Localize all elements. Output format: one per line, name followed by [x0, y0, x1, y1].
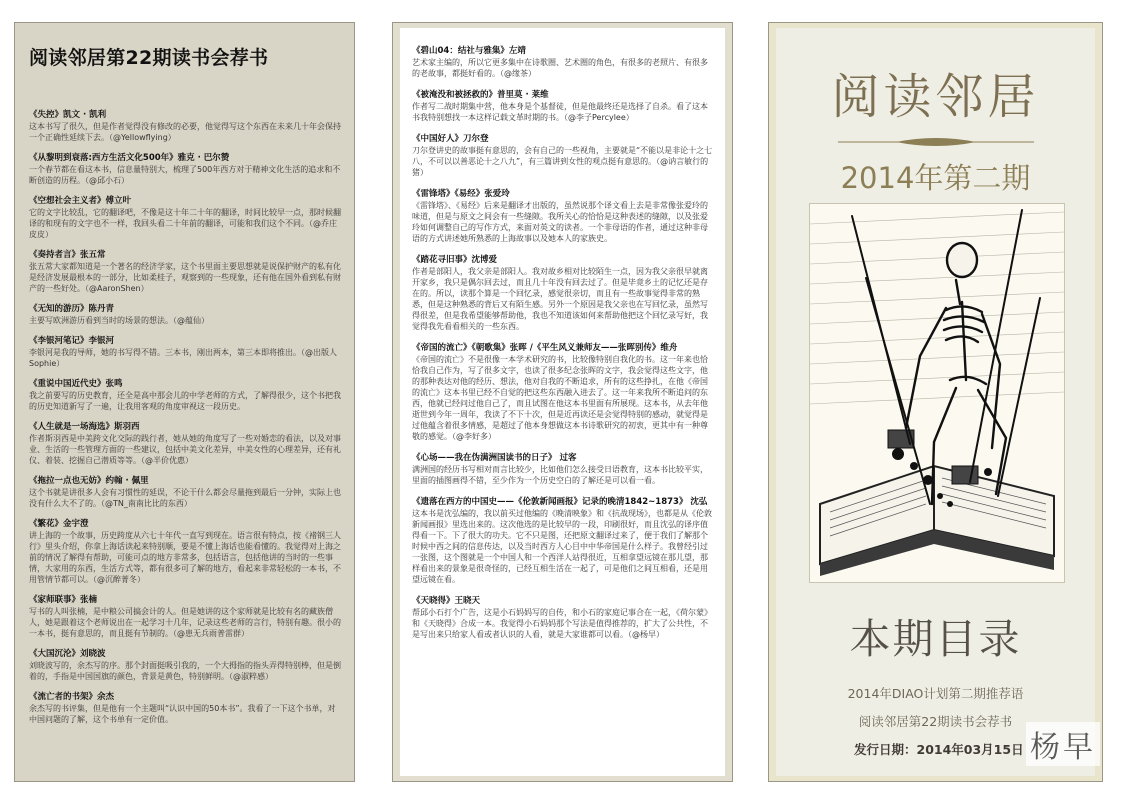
book-entry-body: 帮邱小石打个广告，这是小石妈妈写的自传，和小石的家庭记事合在一起，《荷尔蒙》和《天晓得》合成一本。我觉得小石妈妈那个写法是值得推荐的，扩大了公共性，不是写出来只给家人看或者认识的人看，就是大家谁都可以看。（@杨早） [412, 608, 712, 639]
ornament-divider [838, 136, 1034, 148]
book-entry-title: 《李银河笔记》李银河 [29, 336, 115, 346]
book-entry-title: 《大国沉沦》刘晓波 [29, 649, 106, 659]
book-entry-body: 写书的人叫张楠，是中粮公司搞会计的人。但是她讲的这个家师就是比较有名的藏族僧人，她是跟着这个老师说出在一起学习十几年，记录这些老师的言行，特别有趣。很小的一本书，挺有意思的，而且挺有节制的。（@患无兵雨普雷群） [29, 607, 341, 638]
book-entry [412, 134, 715, 178]
book-entry-body: 满洲国的经历书写相对而言比较少，比如他们怎么接受日语教育，这本书比较平实，里面的插图画得不错，至少作为一个历史空白的了解还是可以看一看。 [412, 465, 708, 485]
skeleton-illustration [809, 203, 1065, 583]
book-entry-title: 《繁花》金宇澄 [29, 519, 89, 529]
book-entry [412, 189, 715, 244]
book-entry-title: 《人生就是一场海选》斯羽西 [29, 422, 140, 432]
book-entry [412, 46, 715, 79]
book-entry-body: 它的文字比较乱，它的翻译吧，不像是这十年二十年的翻译，时间比较早一点，那时候翻译的和现有的文字也不一样，我回头看二十年前的翻译，可能和我们这个不同。（@乔庄皮皮） [29, 208, 341, 239]
book-entry-title: 《天晓得》王晓天 [412, 596, 481, 606]
book-entry-title: 《心场——我在伪满洲国读书的日子》 过客 [412, 453, 577, 463]
book-entry-title: 《重说中国近代史》张鸣 [29, 379, 123, 389]
book-entry-body: 一个春节都在看这本书，信息量特别大，梳理了500年西方对于精神文化生活的追求和不断创造的历程。（@邱小石） [29, 165, 341, 185]
book-entry-title: 《被淹没和被拯救的》普里莫 · 莱维 [412, 90, 549, 100]
book-entry [412, 343, 715, 442]
middle-page [392, 22, 733, 782]
book-entry [29, 476, 342, 509]
book-entry [29, 649, 342, 682]
book-entry-body: 作者写二战时期集中营，他本身是个基督徒，但是他最终还是选择了自杀。看了这本书我特别想找一本这样记载文革时期的书。（@李子Percylee） [412, 102, 708, 122]
book-entry-body: 张五常大家都知道是一个著名的经济学家，这个书里面主要思想就是说保护财产的私有化是经济发展最根本的一部分，比如柔桂子，观察到的一些现象，还有他在国外看到私有财产的一些好处。（@AaronShen） [29, 262, 341, 293]
book-entry [29, 304, 342, 326]
book-entry [412, 453, 715, 486]
book-entry-body: 讲上海的一个故事，历史跨度从六七十年代一直写到现在。语言很有特点，按《褚钢三人行》里头介绍，你拿上海话读起来特别顺，要是不懂上海话也能看懂的。我觉得对上海之前的情况了解得有帮助，可能可点的地方非常多，包括语言，包括他讲的当时的一些事情，大家用的东西，生活方式等，都有很多可了解的地方，看起来非常轻松的一本书，不用管情节都可以。（@沉醉菁冬） [29, 531, 341, 584]
book-entry-body: 作者斯羽西是中美跨文化交际的践行者，她从她的角度写了一些对婚恋的看法，以及对事业、生活的一些管理方面的一些建议，包括中美文化差异，中美女性的心理差异，还有礼仪、着装、挖掘自己潜质等等。（@半价优惠） [29, 434, 341, 465]
brand-title: 阅读邻居 [831, 69, 1040, 125]
book-entry-body: 《雷锋塔》、《易经》后来是翻译才出版的，虽然说那个译文看上去是非常像张爱玲的味道，但是与原文之间会有一些缝隙。我所关心的恰恰是这种表述的缝隙，以及张爱玲如何调整自己的写作方式，来面对英文的读者。一个非母语的作者，通过这种非母语的方式讲述她所熟悉的上海故事以及她本人的家族史。 [412, 201, 708, 243]
book-entry-title: 《踏花寻旧事》沈博爱 [412, 255, 498, 265]
book-entry-title: 《雷锋塔》《易经》张爱玲 [412, 189, 510, 199]
book-entry [29, 336, 342, 369]
book-entry-title: 《中国好人》刀尔登 [412, 134, 489, 144]
subtitle-plan: 2014年DIAO计划第二期推荐语 [847, 686, 1024, 701]
book-entry [29, 379, 342, 412]
skeleton-drawing [810, 204, 1064, 582]
book-entry-body: 余杰写的书评集，但是他有一个主题叫“认识中国的50本书”。我看了一下这个书单，对中国问题的了解，这个书单有一定价值。 [29, 704, 336, 724]
book-entry [29, 110, 342, 143]
book-entry-body: 李银河是我的导师，她的书写得不错。三本书，刚出两本，第三本即将推出。（@出版人Sophie） [29, 348, 337, 368]
book-entry [29, 250, 342, 294]
cover-content [776, 28, 1095, 776]
left-page [14, 22, 355, 782]
book-entry-title: 《帝国的流亡》《朝歌集》张晖 /《平生风义兼师友——张晖别传》维舟 [412, 343, 678, 353]
book-entry [412, 596, 715, 640]
book-entry [29, 153, 342, 186]
book-entry [29, 422, 342, 466]
book-entry-body: 这本书是沈弘编的，我以前买过他编的《晚清映象》和《抗战现场》，也都是从《伦敦新闻画报》里选出来的。这次他选的是比较早的一段，印刷很好，而且沈弘的译序值得看一下。下了很大的功夫。它不只是图，还把原文翻译过来了，便于我们了解那个时候中西之间的信息传达，以及当时西方人心目中中华帝国是什么样子。我曾经引过一张图，这个图就是一个中国人和一个西洋人站得很近，互相拿望远镜在那儿望，那样看出来的景象是很奇怪的，已经互相生活在一起了，可是他们之间互相看，还是用望远镜在看。 [412, 509, 712, 584]
book-entry-body: 主要写欧洲游历看到当时的场景的想法。（@蕴仙） [29, 316, 209, 325]
book-entry [29, 595, 342, 639]
book-entry-title: 《碧山04：结社与雅集》左靖 [412, 46, 526, 56]
toc-title: 本期目录 [849, 615, 1022, 663]
book-entry [29, 519, 342, 585]
book-entry-body: 刘晓波写的，余杰写的序。那个封面挺吸引我的，一个大拇指的指头弄得特别棒，但是倒着的，手指是中国国旗的颜色，背景是黄色，特别鲜明。（@淑粹感） [29, 661, 341, 681]
book-entry-body: 这个书就是讲很多人会有习惯性的延误，不论干什么都会尽量拖到最后一分钟，实际上也没有什么大不了的。（@TN_南南比比的东西） [29, 488, 341, 508]
book-entry [29, 692, 342, 725]
book-entry-body: 作者是部阳人，我父亲是部阳人。我对故乡相对比较陌生一点，因为我父亲很早就离开家乡，我只是偶尔回去过，而且几十年没有回去过了。但是毕竟乡土的记忆还是存在的。所以，读那个算是一个回忆录，感觉很亲切，而且有一些故事觉得非常的熟悉，但是这种熟悉的背后又有陌生感。另外一个原因是我父亲也在写回忆录，虽然写得很差，但是我希望能够帮助他，我也不知道该如何来帮助他把这个回忆录写好，我觉得我先看看相关的一些东西。 [412, 267, 708, 331]
book-entry-title: 《遗落在西方的中国史——《伦敦新闻画报》记录的晚清1842~1873》 沈弘 [412, 497, 708, 507]
middle-entry-list [412, 46, 715, 640]
book-entry-title: 《流亡者的书架》余杰 [29, 692, 115, 702]
subtitle-meeting: 阅读邻居第22期读书会荐书 [858, 714, 1013, 729]
book-entry-title: 《奏持者言》张五常 [29, 250, 106, 260]
book-entry [29, 196, 342, 240]
middle-page-content [400, 28, 725, 776]
book-entry-body: 我之前要写的历史教育，还全是高中那会儿的中学老师的方式，了解得很少，这个书把我的历史知道新写了一遍，让我用客观的角度审视这一段历史。 [29, 391, 341, 411]
book-entry-title: 《空想社会主义者》傅立叶 [29, 196, 132, 206]
book-entry-title: 《从黎明到衰落:西方生活文化500年》雅克 · 巴尔赞 [29, 153, 230, 163]
book-entry-title: 《无知的游历》陈丹青 [29, 304, 115, 314]
page-title: 阅读邻居第22期读书会荐书 [29, 47, 269, 69]
book-entry-title: 《拖拉一点也无妨》约翰 · 佩里 [29, 476, 149, 486]
left-entry-list [29, 110, 342, 725]
publish-date: 发行日期：2014年03月15日 [854, 742, 1024, 757]
cover-page [768, 22, 1103, 782]
book-entry [412, 497, 715, 585]
book-entry-body: 艺术家主编的，所以它更多集中在诗歌圈、艺术圈的角色，有很多的老照片、有很多的老故事，都挺好看的。（@缘茶） [412, 58, 708, 78]
book-entry-body: 刀尔登讲史的故事挺有意思的，会有自己的一些视角，主要就是“不能以是非论十之七八，不可以以善恶论十之八九”，有三篇讲到女性的观点挺有意思的。（@讷言敏行的猪） [412, 146, 713, 177]
issue-label: 2014年第二期 [840, 161, 1031, 195]
book-entry-title: 《家师联事》张楠 [29, 595, 98, 605]
book-entry [412, 90, 715, 123]
author-watermark: 杨早 [1026, 722, 1100, 766]
book-entry-body: 《帝国的流亡》不是很像一本学术研究的书，比较像特别自我化的书。这一年来也恰恰我自己作为，写了很多文字，也读了很多纪念张晖的文字，我会觉得这些文字，他的那种表达对他的经历、想法，他对自我的不断追求，所有的这些挣扎，在他《帝国的流亡》这本书里已经不自觉的把这些东西融入进去了。这一年来我所不断追问的东西，他就已经问过他自己了，而且试图在他这本书里面有所展现。这本书，从去年他逝世到今年一周年，我读了不下十次，但是近再读还是会觉得特别的感动，就觉得是过他蕴含着很多情感，是超过了他本身想做这本书诗歌研究的初衷，更其中有一种尊敬的感觉。（@李好多） [412, 355, 708, 441]
book-entry-title: 《失控》凯文 · 凯利 [29, 110, 107, 120]
book-entry [412, 255, 715, 332]
book-entry-body: 这本书写了很久，但是作者觉得没有修改的必要，他觉得写这个东西在未来几十年会保持一个正确性延续下去。（@Yellowflying） [29, 122, 341, 142]
